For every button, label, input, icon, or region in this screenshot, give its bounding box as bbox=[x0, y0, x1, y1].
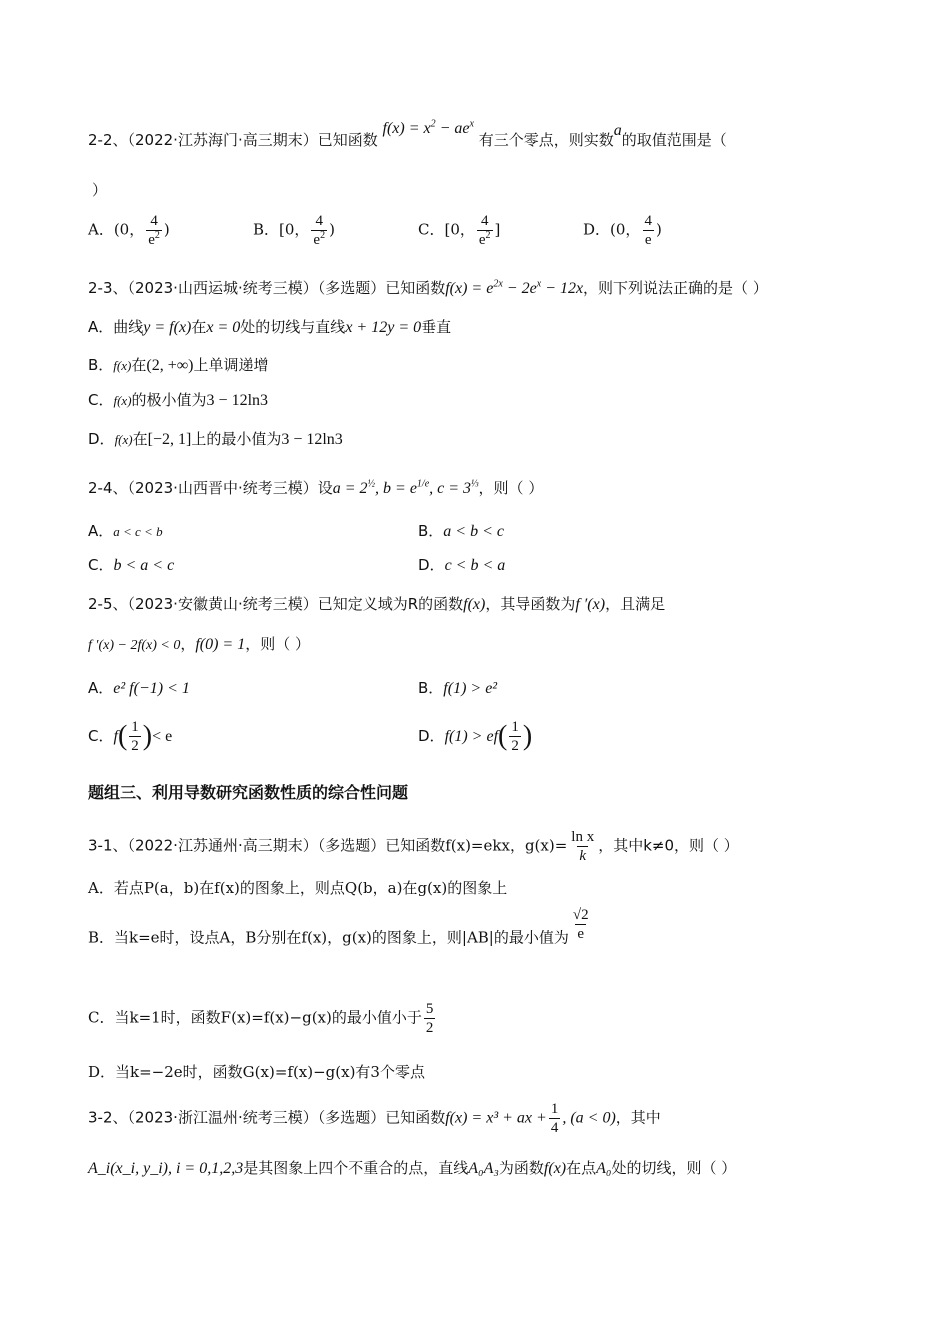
option-b-tail: ) bbox=[329, 220, 335, 239]
q2-5-option-a bbox=[88, 677, 190, 698]
math: f(x) bbox=[113, 358, 132, 373]
frac-num: 1 bbox=[511, 719, 519, 735]
text: 在 bbox=[191, 318, 207, 336]
text: 上的最小值为 bbox=[191, 430, 282, 448]
frac-num: 1 bbox=[550, 1101, 559, 1117]
question-3-1-stem bbox=[88, 828, 739, 865]
math: y = f(x) bbox=[143, 319, 192, 336]
math: f(1) > ef bbox=[444, 728, 499, 745]
text: 上单调递增 bbox=[193, 356, 269, 374]
q2-4-prefix: 2-4、（2023·山西晋中·统考三模）设 bbox=[88, 479, 333, 497]
text: ， bbox=[180, 635, 196, 653]
q2-2-function: $f(x) = x^2 - ae^x$ bbox=[382, 118, 474, 137]
q2-3-option-a bbox=[88, 317, 451, 338]
paren: ) bbox=[522, 720, 533, 752]
text: B．当k=e时，设点A，B分别在f(x)，g(x)的图象上，则|AB|的最小值为 bbox=[88, 928, 569, 947]
frac-num: ln x bbox=[571, 829, 595, 845]
q2-4-suffix: ，则（ ） bbox=[478, 479, 544, 497]
text: 是其图象上四个不重合的点，直线 bbox=[243, 1159, 469, 1177]
question-3-2-stem bbox=[88, 1100, 661, 1137]
fraction bbox=[549, 1100, 561, 1137]
frac-num: 4 bbox=[644, 213, 652, 229]
q2-3-option-d bbox=[88, 429, 343, 450]
q2-2-close: ） bbox=[92, 181, 108, 199]
math: b < a < c bbox=[113, 557, 175, 574]
option-label: C． bbox=[88, 391, 114, 409]
q2-4-option-c bbox=[88, 554, 174, 575]
math: f(x) bbox=[113, 393, 132, 408]
question-2-2-stem bbox=[88, 118, 727, 151]
text: 为函数 bbox=[498, 1159, 544, 1177]
q2-2-middle: 有三个零点，则实数 bbox=[478, 131, 614, 149]
q2-5-option-c bbox=[88, 718, 172, 755]
text: 垂直 bbox=[421, 318, 452, 336]
math: f ′(x) − 2f(x) < 0 bbox=[88, 638, 181, 653]
option-c-tail: ] bbox=[494, 220, 501, 239]
math: f(x) = x³ + ax + bbox=[445, 1109, 547, 1127]
q2-2-prefix: 2-2、（2022·江苏海门·高三期末）已知函数 bbox=[88, 131, 378, 149]
math: A₀ bbox=[596, 1160, 612, 1177]
text: 在点 bbox=[566, 1159, 597, 1177]
math: f ′(x) bbox=[575, 596, 606, 613]
q2-4-option-b bbox=[418, 520, 504, 541]
math: f bbox=[113, 728, 118, 745]
question-2-3-stem bbox=[88, 278, 768, 299]
option-label: C． bbox=[88, 556, 114, 574]
option-label: A． bbox=[88, 522, 114, 540]
q2-4-option-d bbox=[418, 554, 505, 575]
math: x = 0 bbox=[206, 319, 241, 336]
math: f(x) bbox=[463, 596, 486, 613]
frac-den: 2 bbox=[131, 738, 139, 754]
text: ，其导函数为 bbox=[485, 595, 576, 613]
math: x + 12y = 0 bbox=[345, 319, 422, 336]
q2-3-option-b bbox=[88, 355, 268, 376]
math: f(0) = 1 bbox=[195, 636, 246, 653]
text: ，其中k≠0，则（ ） bbox=[598, 836, 739, 855]
option-label: D． bbox=[418, 556, 445, 574]
math: f(1) > e² bbox=[443, 680, 498, 697]
math: < e bbox=[152, 728, 173, 745]
math: A₀A₃ bbox=[468, 1160, 499, 1177]
option-label: B． bbox=[418, 679, 444, 697]
frac-den: e bbox=[644, 232, 652, 248]
math: c < b < a bbox=[444, 557, 506, 574]
option-label: B． bbox=[88, 356, 114, 374]
math: (2, +∞) bbox=[146, 357, 194, 374]
fraction bbox=[509, 718, 521, 755]
frac-num: 4 bbox=[315, 213, 323, 229]
q3-1-option-d: D．当k=−2e时，函数G(x)=f(x)−g(x)有3个零点 bbox=[88, 1063, 425, 1081]
option-label: D． bbox=[88, 430, 115, 448]
option-label: A． bbox=[88, 679, 114, 697]
section-heading: 题组三、利用导数研究函数性质的综合性问题 bbox=[88, 783, 409, 802]
q2-5-option-d bbox=[418, 718, 532, 755]
fraction bbox=[569, 828, 596, 865]
q3-2-prefix: 3-2、（2023·浙江温州·统考三模）（多选题）已知函数 bbox=[88, 1108, 446, 1127]
math: a < b < c bbox=[443, 523, 504, 540]
question-2-5-stem bbox=[88, 594, 665, 615]
option-d-label: D．(0， bbox=[583, 220, 641, 239]
option-c-label: C．[0， bbox=[418, 220, 475, 239]
fraction bbox=[477, 212, 493, 249]
option-label: C． bbox=[88, 727, 114, 745]
frac-num: 5 bbox=[425, 1001, 434, 1017]
math: A_i(x_i, y_i), i = 0,1,2,3 bbox=[88, 1160, 244, 1177]
fraction bbox=[571, 906, 591, 943]
frac-den: 2 bbox=[511, 738, 519, 754]
q2-5-conditions bbox=[88, 634, 310, 656]
option-label: A．曲线 bbox=[88, 318, 144, 336]
q3-1-option-b bbox=[88, 907, 593, 957]
q3-1-option-c bbox=[88, 1000, 437, 1037]
paren: ) bbox=[142, 720, 153, 752]
option-label: B． bbox=[418, 522, 444, 540]
frac-den: $e^2$ bbox=[148, 230, 160, 248]
q2-3-prefix: 2-3、（2023·山西运城·统考三模）（多选题）已知函数 bbox=[88, 279, 446, 297]
option-b-label: B．[0， bbox=[253, 220, 310, 239]
q2-5-option-b bbox=[418, 677, 497, 698]
option-a-tail: ) bbox=[163, 220, 170, 239]
math: , (a < 0) bbox=[562, 1109, 616, 1127]
text: C．当k=1时，函数F(x)=f(x)−g(x)的最小值小于 bbox=[88, 1008, 422, 1027]
frac-den: $e^2$ bbox=[313, 230, 326, 248]
math: f(x)=ekx bbox=[445, 836, 510, 855]
text: 处的切线与直线 bbox=[240, 318, 346, 336]
frac-den: e bbox=[577, 926, 585, 942]
text: ，则（ ） bbox=[245, 635, 311, 653]
q3-1-prefix: 3-1、（2022·江苏通州·高三期末）（多选题）已知函数 bbox=[88, 836, 446, 855]
q2-2-option-c bbox=[418, 212, 500, 249]
q2-5-prefix: 2-5、（2023·安徽黄山·统考三模）已知定义域为R的函数 bbox=[88, 595, 464, 613]
frac-den: k bbox=[579, 848, 587, 864]
frac-num: 1 bbox=[131, 719, 139, 735]
math: f(x) bbox=[114, 432, 133, 447]
paren: ( bbox=[498, 720, 508, 752]
text: 在 bbox=[132, 430, 148, 448]
fraction bbox=[146, 212, 162, 249]
q2-3-function: $f(x) = e^{2x} - 2e^x - 12x$ bbox=[445, 278, 584, 297]
frac-num: √2 bbox=[572, 907, 589, 923]
frac-num: 4 bbox=[480, 213, 489, 229]
q2-2-option-b bbox=[253, 212, 335, 249]
fraction bbox=[424, 1000, 436, 1037]
question-2-4-stem bbox=[88, 478, 543, 499]
fraction bbox=[642, 212, 654, 249]
math: 3 − 12ln3 bbox=[281, 431, 343, 448]
fraction bbox=[129, 718, 141, 755]
frac-den: 2 bbox=[425, 1020, 434, 1036]
q2-4-option-a bbox=[88, 520, 163, 541]
text: 的极小值为 bbox=[131, 391, 207, 409]
option-a-label: A．(0， bbox=[88, 220, 145, 239]
text: ，且满足 bbox=[605, 595, 666, 613]
text: 在 bbox=[131, 356, 147, 374]
math: e² f(−1) < 1 bbox=[113, 680, 190, 697]
q2-2-option-d bbox=[583, 212, 662, 249]
paren: ( bbox=[117, 720, 128, 752]
math: g(x)= bbox=[524, 836, 568, 855]
fraction bbox=[311, 212, 327, 249]
q2-2-suffix: 的取值范围是（ bbox=[621, 131, 727, 149]
math: [−2, 1] bbox=[147, 431, 192, 448]
q2-3-option-c bbox=[88, 390, 268, 411]
q2-4-expression: $a = 2^{\frac{1}{2}}$, $b = e^{1/e}$, $c = 3^{\frac{1}{3}}$ bbox=[332, 478, 479, 497]
q2-2-var: a bbox=[613, 122, 622, 139]
q3-1-option-a: A．若点P(a，b)在f(x)的图象上，则点Q(b，a)在g(x)的图象上 bbox=[88, 879, 508, 897]
q2-2-option-a bbox=[88, 212, 170, 249]
text: ， bbox=[509, 836, 525, 855]
option-label: D． bbox=[418, 727, 445, 745]
frac-den: $e^2$ bbox=[478, 230, 491, 248]
text: ，其中 bbox=[615, 1108, 661, 1127]
frac-num: 4 bbox=[150, 213, 158, 229]
math: a < c < b bbox=[113, 524, 163, 539]
math: 3 − 12ln3 bbox=[206, 392, 269, 409]
q3-2-line2 bbox=[88, 1158, 736, 1179]
math: f(x) bbox=[543, 1160, 567, 1177]
option-d-tail: ) bbox=[655, 220, 662, 239]
frac-den: 4 bbox=[550, 1120, 559, 1136]
text: 处的切线，则（ ） bbox=[611, 1159, 737, 1177]
q2-3-suffix: ，则下列说法正确的是（ ） bbox=[583, 279, 768, 297]
